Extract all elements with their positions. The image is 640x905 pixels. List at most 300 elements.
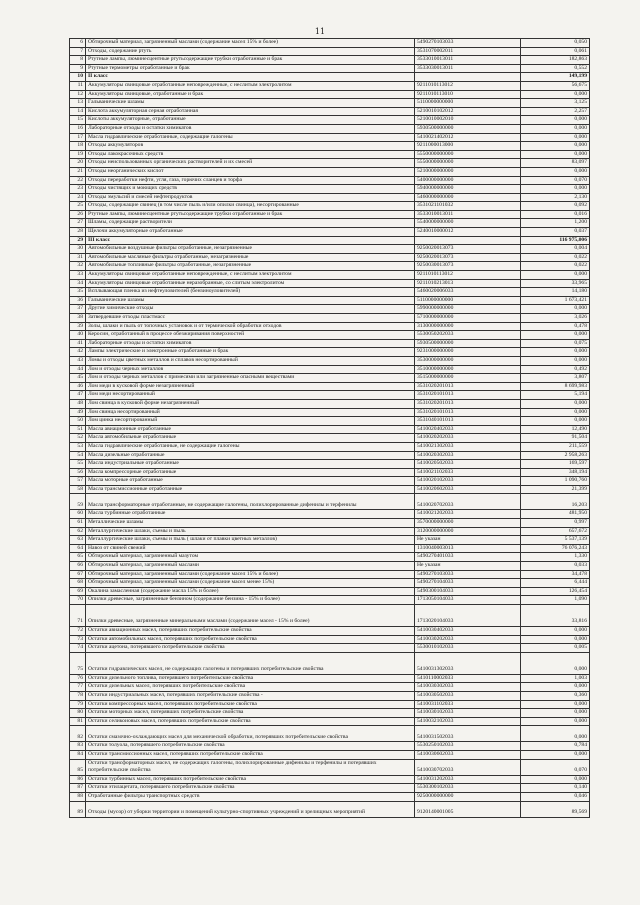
quantity-cell: 12,490	[521, 425, 590, 434]
waste-name-cell: Гальванические шламы	[86, 99, 415, 108]
waste-code-cell: 5540000000000	[415, 219, 521, 228]
table-row	[70, 605, 590, 627]
quantity-cell: 0,000	[521, 133, 590, 142]
table-row	[70, 90, 590, 99]
waste-code-cell: 5410031302033	[415, 652, 521, 674]
waste-name-cell: II класс	[86, 73, 415, 82]
quantity-cell: 0,000	[521, 185, 590, 194]
quantity-cell: 0,000	[521, 635, 590, 644]
row-number-cell: 39	[70, 322, 86, 331]
row-number-cell: 50	[70, 417, 86, 426]
quantity-cell: 0,000	[521, 709, 590, 718]
quantity-cell: 1,330	[521, 553, 590, 562]
table-row	[70, 460, 590, 469]
waste-code-cell: 5490270104033	[415, 579, 521, 588]
table-row	[70, 801, 590, 817]
waste-name-cell: Остатки гидравлических масел, не содержащих галогены и потерявших потребительские свойства	[86, 652, 415, 674]
row-number-cell: 11	[70, 81, 86, 90]
quantity-cell: 33,965	[521, 279, 590, 288]
quantity-cell: 33,816	[521, 605, 590, 627]
waste-code-cell: 5410020202033	[415, 434, 521, 443]
waste-name-cell: Обтирочный материал, загрязненный маслами	[86, 562, 415, 571]
row-number-cell: 64	[70, 544, 86, 553]
quantity-cell: 14,180	[521, 288, 590, 297]
waste-code-cell: 5490270103033	[415, 39, 521, 48]
waste-code-cell: 3130000000000	[415, 322, 521, 331]
waste-name-cell: Металлургические шлаки, съемы и пыль	[86, 527, 415, 536]
waste-code-cell: 5490270103033	[415, 570, 521, 579]
waste-name-cell: Масла трансмиссионные отработанные	[86, 485, 415, 494]
quantity-cell: 0,022	[521, 253, 590, 262]
table-row	[70, 99, 590, 108]
waste-code-cell: 9250020013073	[415, 245, 521, 254]
table-row	[70, 271, 590, 280]
table-row	[70, 683, 590, 692]
waste-name-cell: Навоз от свиней свежий	[86, 544, 415, 553]
table-row	[70, 64, 590, 73]
waste-name-cell: Металлургические шлаки, съемы и пыль ( шлаки от плавки цветных металлов)	[86, 536, 415, 545]
waste-code-cell: 5410020602033	[415, 485, 521, 494]
row-number-cell: 52	[70, 434, 86, 443]
quantity-cell: 5 537,139	[521, 536, 590, 545]
row-number-cell: 58	[70, 485, 86, 494]
table-row	[70, 709, 590, 718]
waste-code-cell: 5930500000000	[415, 339, 521, 348]
waste-name-cell: Масла компрессорные отработанные	[86, 468, 415, 477]
quantity-cell: 2,130	[521, 193, 590, 202]
table-row	[70, 627, 590, 636]
quantity-cell: 2 958,263	[521, 451, 590, 460]
waste-code-cell: 3531040101013	[415, 417, 521, 426]
row-number-cell: 53	[70, 442, 86, 451]
row-number-cell: 62	[70, 527, 86, 536]
waste-code-cell: 5400000000000	[415, 176, 521, 185]
quantity-cell: 6,444	[521, 579, 590, 588]
row-number-cell: 47	[70, 391, 86, 400]
waste-name-cell: Обтирочный материал, загрязненный маслами (содержание масел менее 15%)	[86, 579, 415, 588]
table-row	[70, 759, 590, 775]
waste-code-cell: 9250030013073	[415, 262, 521, 271]
row-number-cell: 86	[70, 775, 86, 784]
table-row	[70, 202, 590, 211]
waste-name-cell: Лом свинца в кусковой форме незагрязненный	[86, 399, 415, 408]
quantity-cell: 0,092	[521, 202, 590, 211]
quantity-cell: 0,000	[521, 271, 590, 280]
table-row	[70, 348, 590, 357]
row-number-cell: 56	[70, 468, 86, 477]
quantity-cell: 0,046	[521, 792, 590, 801]
waste-code-cell: 5410021102033	[415, 468, 521, 477]
table-row	[70, 150, 590, 159]
waste-code-cell: 5490270401033	[415, 553, 521, 562]
row-number-cell: 44	[70, 365, 86, 374]
row-number-cell: 79	[70, 700, 86, 709]
row-number-cell: 75	[70, 652, 86, 674]
waste-code-cell: 5460020006033	[415, 288, 521, 297]
row-number-cell: 8	[70, 56, 86, 65]
row-number-cell: 32	[70, 262, 86, 271]
waste-code-cell: 3533010013011	[415, 56, 521, 65]
quantity-cell: 149,199	[521, 73, 590, 82]
table-row	[70, 305, 590, 314]
quantity-cell: 89,569	[521, 801, 590, 817]
row-number-cell: 38	[70, 314, 86, 323]
waste-name-cell: Ртутные термометры отработанные и брак	[86, 64, 415, 73]
quantity-cell: 0,050	[521, 39, 590, 48]
row-number-cell: 66	[70, 562, 86, 571]
row-number-cell: 73	[70, 635, 86, 644]
waste-code-cell: 5210010002010	[415, 116, 521, 125]
row-number-cell: 7	[70, 47, 86, 56]
table-row	[70, 210, 590, 219]
waste-name-cell: Отходы, содержание ртуть	[86, 47, 415, 56]
quantity-cell: 3,125	[521, 99, 590, 108]
quantity-cell: 76 076,243	[521, 544, 590, 553]
waste-name-cell: Отработанные фильтры транспортных средств	[86, 792, 415, 801]
quantity-cell: 0,000	[521, 305, 590, 314]
quantity-cell: 0,000	[521, 700, 590, 709]
row-number-cell: 84	[70, 750, 86, 759]
quantity-cell: 0,037	[521, 228, 590, 237]
row-number-cell: 59	[70, 494, 86, 510]
waste-code-cell: 5210000000000	[415, 167, 521, 176]
waste-code-cell: 5410030302033	[415, 683, 521, 692]
row-number-cell: 20	[70, 159, 86, 168]
table-row	[70, 417, 590, 426]
row-number-cell: 63	[70, 536, 86, 545]
quantity-cell: 0,005	[521, 644, 590, 653]
quantity-cell: 182,863	[521, 56, 590, 65]
waste-name-cell: Лом меди несортированный	[86, 391, 415, 400]
quantity-cell: 0,000	[521, 331, 590, 340]
waste-name-cell: Автомобильные топливные фильтры отработанные, незагрязненные	[86, 262, 415, 271]
table-row	[70, 425, 590, 434]
table-row	[70, 167, 590, 176]
waste-code-cell: 5930500000000	[415, 124, 521, 133]
waste-name-cell: Затвердевшие отходы пластмасс	[86, 314, 415, 323]
quantity-cell: 3,026	[521, 314, 590, 323]
row-number-cell: 77	[70, 683, 86, 692]
quantity-cell: 0,000	[521, 417, 590, 426]
quantity-cell: 0,000	[521, 726, 590, 742]
waste-name-cell: Кислота аккумуляторная серная отработанная	[86, 107, 415, 116]
quantity-cell: 3,807	[521, 374, 590, 383]
row-number-cell: 65	[70, 553, 86, 562]
table-row	[70, 644, 590, 653]
waste-name-cell: Остатки турбинных масел, потерявших потребительские свойства	[86, 775, 415, 784]
row-number-cell: 6	[70, 39, 86, 48]
row-number-cell: 25	[70, 202, 86, 211]
row-number-cell: 57	[70, 477, 86, 486]
quantity-cell: 348,194	[521, 468, 590, 477]
quantity-cell: 0,070	[521, 759, 590, 775]
table-row	[70, 185, 590, 194]
table-row	[70, 451, 590, 460]
quantity-cell: 5,194	[521, 391, 590, 400]
waste-name-cell: Отходы аккумуляторов	[86, 142, 415, 151]
row-number-cell: 33	[70, 271, 86, 280]
row-number-cell: 83	[70, 742, 86, 751]
waste-code-cell: 5410030502033	[415, 691, 521, 700]
quantity-cell: 116 975,006	[521, 236, 590, 245]
waste-code-cell: 5410021302033	[415, 442, 521, 451]
table-row	[70, 339, 590, 348]
waste-name-cell: Обтирочный материал, загрязненный мазутом	[86, 553, 415, 562]
table-row	[70, 442, 590, 451]
row-number-cell: 36	[70, 296, 86, 305]
row-number-cell: 40	[70, 331, 86, 340]
waste-name-cell: Отходы чистящих и моющих средств	[86, 185, 415, 194]
quantity-cell: 1 090,760	[521, 477, 590, 486]
row-number-cell: 43	[70, 356, 86, 365]
quantity-cell: 0,000	[521, 90, 590, 99]
waste-name-cell: Лабораторные отходы и остатки химикатов	[86, 339, 415, 348]
table-row	[70, 391, 590, 400]
table-row	[70, 107, 590, 116]
table-row	[70, 73, 590, 82]
waste-code-cell: 9120140001005	[415, 801, 521, 817]
waste-name-cell: Масла авиационные отработанные	[86, 425, 415, 434]
waste-name-cell: Остатки дизельных масел, потерявших потребительские свойства	[86, 683, 415, 692]
table-row	[70, 176, 590, 185]
waste-code-cell: 3515000000000	[415, 374, 521, 383]
waste-code-cell: 9211000013000	[415, 142, 521, 151]
quantity-cell: 8 699,983	[521, 382, 590, 391]
table-row	[70, 47, 590, 56]
table-row	[70, 726, 590, 742]
table-row	[70, 81, 590, 90]
row-number-cell: 34	[70, 279, 86, 288]
waste-code-cell: 5410020102033	[415, 477, 521, 486]
table-row	[70, 159, 590, 168]
row-number-cell: 17	[70, 133, 86, 142]
waste-name-cell: Остатки ацетона, потерявшего потребительские свойства	[86, 644, 415, 653]
waste-name-cell: Гальванические шламы	[86, 296, 415, 305]
waste-code-cell: 1713020104033	[415, 605, 521, 627]
waste-name-cell: Масла гидравлические отработанные, содержащие галогены	[86, 133, 415, 142]
waste-code-cell: 3510000000000	[415, 365, 521, 374]
waste-name-cell: Автомобильные масляные фильтры отработанные, незагрязненные	[86, 253, 415, 262]
row-number-cell: 61	[70, 519, 86, 528]
table-row	[70, 408, 590, 417]
waste-name-cell: Остатки автомобильных масел, потерявших потребительские свойства	[86, 635, 415, 644]
waste-code-cell: 9211010113012	[415, 81, 521, 90]
waste-name-cell: III класс	[86, 236, 415, 245]
table-row	[70, 228, 590, 237]
waste-code-cell: 9211010113012	[415, 271, 521, 280]
quantity-cell: 1,090	[521, 596, 590, 605]
row-number-cell: 37	[70, 305, 86, 314]
waste-name-cell: Автомобильные воздушные фильтры отработанные, незагрязненные	[86, 245, 415, 254]
waste-code-cell: 3570000000000	[415, 519, 521, 528]
waste-code-cell: 5940000000000	[415, 185, 521, 194]
quantity-cell: 0,478	[521, 322, 590, 331]
waste-name-cell: Лом и отходы черных металлов	[86, 365, 415, 374]
waste-code-cell: 9211010113010	[415, 90, 521, 99]
table-row	[70, 700, 590, 709]
quantity-cell: 1,003	[521, 674, 590, 683]
waste-code-cell: 5550000000000	[415, 150, 521, 159]
row-number-cell: 35	[70, 288, 86, 297]
quantity-cell: 0,000	[521, 775, 590, 784]
table-row	[70, 527, 590, 536]
row-number-cell: 9	[70, 64, 86, 73]
table-row	[70, 485, 590, 494]
waste-name-cell: Щелочи аккумуляторные отработанные	[86, 228, 415, 237]
table-row	[70, 253, 590, 262]
quantity-cell: 0,000	[521, 683, 590, 692]
waste-code-cell: 5530300102033	[415, 784, 521, 793]
waste-code-cell: 5410020702033	[415, 494, 521, 510]
table-row	[70, 331, 590, 340]
quantity-cell: 0,033	[521, 562, 590, 571]
quantity-cell: 0,070	[521, 176, 590, 185]
waste-code-cell: 9231000000000	[415, 348, 521, 357]
row-number-cell: 12	[70, 90, 86, 99]
waste-code-cell: 3533010013011	[415, 210, 521, 219]
row-number-cell: 42	[70, 348, 86, 357]
row-number-cell: 76	[70, 674, 86, 683]
table-row	[70, 635, 590, 644]
waste-code-cell: 1713050104033	[415, 596, 521, 605]
row-number-cell: 31	[70, 253, 86, 262]
row-number-cell: 81	[70, 717, 86, 726]
waste-name-cell: Отходы эмульсий и смесей нефтепродуктов	[86, 193, 415, 202]
table-row	[70, 399, 590, 408]
waste-name-cell: Другие химические отходы	[86, 305, 415, 314]
waste-code-cell: 5410021402012	[415, 133, 521, 142]
table-row	[70, 750, 590, 759]
table-row	[70, 133, 590, 142]
quantity-cell: 169,597	[521, 460, 590, 469]
quantity-cell: 0,061	[521, 47, 590, 56]
quantity-cell: 1,200	[521, 219, 590, 228]
row-number-cell: 49	[70, 408, 86, 417]
waste-name-cell: Лом цинка несортированный	[86, 417, 415, 426]
waste-code-cell: 3533030013011	[415, 64, 521, 73]
quantity-cell: 56,675	[521, 81, 590, 90]
quantity-cell: 0,784	[521, 742, 590, 751]
row-number-cell: 16	[70, 124, 86, 133]
waste-code-cell: 3531021101032	[415, 202, 521, 211]
waste-name-cell: Масла индустриальные отработанные	[86, 460, 415, 469]
waste-code-cell: 9211010213013	[415, 279, 521, 288]
table-row	[70, 579, 590, 588]
waste-code-cell: 3530000000000	[415, 356, 521, 365]
row-number-cell: 13	[70, 99, 86, 108]
waste-name-cell: Обтирочный материал, загрязненный маслами (содержание масел 15% и более)	[86, 570, 415, 579]
waste-name-cell: Остатки компрессорных масел, потерявших потребительские свойства	[86, 700, 415, 709]
row-number-cell: 54	[70, 451, 86, 460]
quantity-cell: 34,478	[521, 570, 590, 579]
waste-name-cell: Лом свинца несортированный	[86, 408, 415, 417]
table-row	[70, 652, 590, 674]
quantity-cell: 0,140	[521, 784, 590, 793]
waste-code-cell: 5550000000000	[415, 159, 521, 168]
table-row	[70, 39, 590, 48]
quantity-cell: 0,000	[521, 124, 590, 133]
waste-name-cell: Ртутные лампы, люминесцентные ртутьсодержащие трубки отработанные и брак	[86, 210, 415, 219]
waste-name-cell: Керосин, отработанный в процессе обезжиривания поверхностей	[86, 331, 415, 340]
quantity-cell: 21,399	[521, 485, 590, 494]
waste-name-cell: Золы, шлаки и пыль от топочных установок и от термической обработки отходов	[86, 322, 415, 331]
table-row	[70, 142, 590, 151]
waste-code-cell: 5410030402033	[415, 627, 521, 636]
quantity-cell: 0,000	[521, 717, 590, 726]
table-row	[70, 314, 590, 323]
table-row	[70, 245, 590, 254]
quantity-cell: 0,000	[521, 399, 590, 408]
quantity-cell: 0,997	[521, 519, 590, 528]
waste-name-cell: Отходы неорганических кислот	[86, 167, 415, 176]
row-number-cell: 48	[70, 399, 86, 408]
row-number-cell: 23	[70, 185, 86, 194]
waste-name-cell: Окалина замасленная (содержание масла 15% и более)	[86, 587, 415, 596]
table-row	[70, 124, 590, 133]
row-number-cell: 71	[70, 605, 86, 627]
table-row	[70, 544, 590, 553]
waste-name-cell: Остатки авиационных масел, потерявших потребительские свойства	[86, 627, 415, 636]
waste-name-cell: Обтирочный материал, загрязненный маслами (содержание масел 15% и более)	[86, 39, 415, 48]
row-number-cell: 19	[70, 150, 86, 159]
table-row	[70, 296, 590, 305]
waste-code-cell: 3531020101013	[415, 391, 521, 400]
table-row	[70, 553, 590, 562]
waste-code-cell	[415, 73, 521, 82]
table-row	[70, 562, 590, 571]
table-row	[70, 717, 590, 726]
quantity-cell: 2,257	[521, 107, 590, 116]
waste-code-cell: 5410030602033	[415, 750, 521, 759]
row-number-cell: 82	[70, 726, 86, 742]
quantity-cell: 0,022	[521, 262, 590, 271]
waste-code-cell: 5710000000000	[415, 314, 521, 323]
waste-name-cell: Лабораторные отходы и остатки химикатов	[86, 124, 415, 133]
quantity-cell: 126,454	[521, 587, 590, 596]
row-number-cell: 24	[70, 193, 86, 202]
row-number-cell: 69	[70, 587, 86, 596]
table-row	[70, 510, 590, 519]
table-row	[70, 279, 590, 288]
row-number-cell: 30	[70, 245, 86, 254]
quantity-cell: 0,000	[521, 356, 590, 365]
waste-name-cell: Отходы неиспользованных органических растворителей и их смесей	[86, 159, 415, 168]
waste-name-cell: Ломы и отходы цветных металлов и сплавов несортированный	[86, 356, 415, 365]
waste-code-cell: 5240010000012	[415, 228, 521, 237]
table-row	[70, 382, 590, 391]
waste-code-cell: 9250000000000	[415, 792, 521, 801]
waste-name-cell: Всплывающая пленка из нефтеуловителей (бензиноуловителей)	[86, 288, 415, 297]
row-number-cell: 46	[70, 382, 86, 391]
row-number-cell: 10	[70, 73, 86, 82]
table-row	[70, 784, 590, 793]
waste-name-cell: Остатки этилацетата, потерявшего потребительские свойства	[86, 784, 415, 793]
quantity-cell: 83,097	[521, 159, 590, 168]
waste-code-cell: 5410110002033	[415, 674, 521, 683]
table-row	[70, 596, 590, 605]
waste-code-cell: 5410020402033	[415, 425, 521, 434]
quantity-cell: 0,000	[521, 408, 590, 417]
row-number-cell: 85	[70, 759, 86, 775]
waste-name-cell: Лом меди в кусковой форме незагрязненный	[86, 382, 415, 391]
waste-name-cell: Отходы переработки нефти, угля, газа, горючих сланцев и торфа	[86, 176, 415, 185]
waste-name-cell: Остатки дизельного топлива, потерявшего потребительские свойства	[86, 674, 415, 683]
page-number: 11	[314, 27, 326, 36]
quantity-cell: 1 673,421	[521, 296, 590, 305]
waste-code-cell: Не указан	[415, 562, 521, 571]
quantity-cell: 0,016	[521, 210, 590, 219]
quantity-cell: 211,559	[521, 442, 590, 451]
